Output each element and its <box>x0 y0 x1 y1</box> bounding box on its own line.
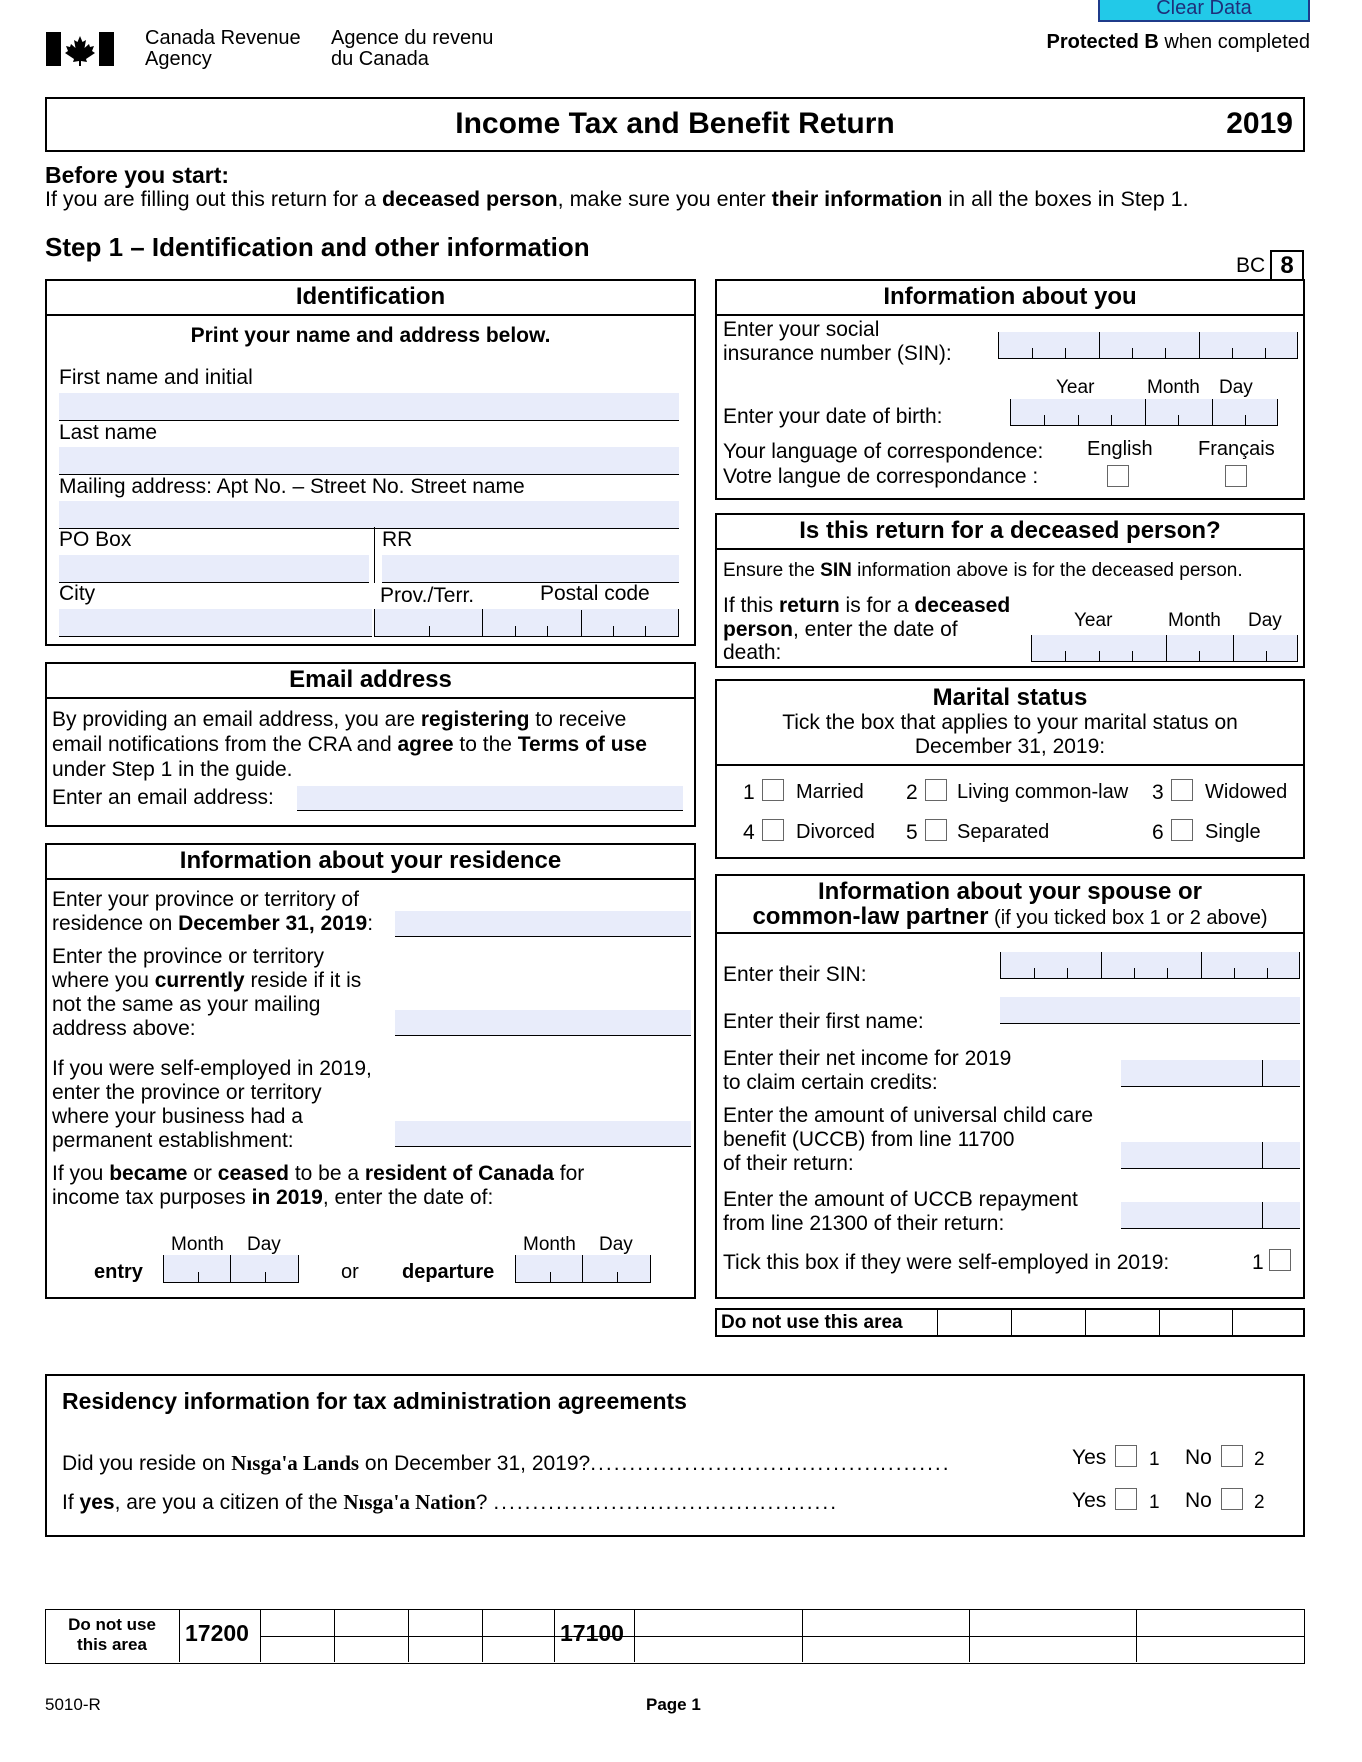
print-name-instruction: Print your name and address below. <box>190 324 551 347</box>
separated-label: Separated <box>957 821 1050 843</box>
about-you-title: Information about you <box>717 281 1303 316</box>
email-text-2: email notifications from the CRA and agree to the Terms of use <box>52 733 647 756</box>
spouse-net-income-label-2: to claim certain credits: <box>723 1071 938 1094</box>
nisgaa-lands-yes-checkbox[interactable] <box>1115 1445 1137 1467</box>
uccb-repayment-label-1: Enter the amount of UCCB repayment <box>723 1188 1078 1211</box>
residency-info-title: Residency information for tax administration agreements <box>62 1388 687 1414</box>
email-title: Email address <box>47 664 694 699</box>
do-not-use-area-bottom <box>45 1609 1305 1664</box>
prov-terr-label: Prov./Terr. <box>380 584 475 607</box>
email-text-1: By providing an email address, you are registering to receive <box>52 708 627 731</box>
uccb-label-3: of their return: <box>723 1152 854 1175</box>
about-you-section <box>715 279 1305 500</box>
code-17100: 17100 <box>560 1620 624 1646</box>
current-residence-input[interactable] <box>395 1010 691 1036</box>
residence-province-input[interactable] <box>395 911 691 937</box>
email-input-label: Enter an email address: <box>52 786 274 809</box>
marital-sub-2: December 31, 2019: <box>914 735 1106 758</box>
uccb-label-2: benefit (UCCB) from line 11700 <box>723 1128 1015 1151</box>
nisgaa-lands-no-num: 2 <box>1254 1449 1265 1470</box>
province-code: BC <box>1236 254 1266 277</box>
residence-q3-line1: If you were self-employed in 2019, <box>52 1057 372 1080</box>
rr-label: RR <box>382 528 413 551</box>
postal-code-label: Postal code <box>540 582 650 605</box>
death-year-label: Year <box>1074 610 1113 631</box>
spouse-sin-input[interactable] <box>1000 952 1300 979</box>
deceased-title: Is this return for a deceased person? <box>717 515 1303 550</box>
common-law-number: 2 <box>906 781 918 804</box>
spouse-net-income-input[interactable] <box>1121 1060 1300 1087</box>
entry-month-label: Month <box>171 1234 224 1255</box>
dob-input[interactable] <box>1010 399 1278 426</box>
spouse-net-income-label-1: Enter their net income for 2019 <box>723 1047 1012 1070</box>
nisgaa-citizen-yes-num: 1 <box>1149 1492 1160 1513</box>
entry-label: entry <box>94 1261 143 1283</box>
residence-q2-line4: address above: <box>52 1017 196 1040</box>
first-name-label: First name and initial <box>59 366 253 389</box>
or-label: or <box>341 1261 359 1283</box>
single-label: Single <box>1205 821 1261 843</box>
departure-month-label: Month <box>523 1234 576 1255</box>
francais-checkbox[interactable] <box>1225 465 1247 487</box>
married-number: 1 <box>743 781 755 804</box>
separated-number: 5 <box>906 821 918 844</box>
departure-day-label: Day <box>599 1234 633 1255</box>
identification-section <box>45 279 696 646</box>
common-law-label: Living common-law <box>957 781 1129 803</box>
entry-day-label: Day <box>247 1234 281 1255</box>
email-text-3: under Step 1 in the guide. <box>52 758 293 781</box>
uccb-input[interactable] <box>1121 1142 1300 1169</box>
residence-q2-line2: where you currently reside if it is <box>52 969 362 992</box>
residence-q4-line2: income tax purposes in 2019, enter the date of: <box>52 1186 494 1209</box>
mailing-address-label: Mailing address: Apt No. – Street No. Street name <box>59 475 525 498</box>
residence-q3-line3: where your business had a <box>52 1105 303 1128</box>
nisgaa-citizen-yes-label: Yes <box>1072 1489 1107 1512</box>
nisgaa-lands-question: Did you reside on Nısga'a Lands on December 31, 2019?.............................................. <box>62 1451 951 1475</box>
residence-q4-line1: If you became or ceased to be a resident of Canada for <box>52 1162 585 1185</box>
departure-day-input[interactable] <box>583 1255 651 1283</box>
death-month-label: Month <box>1168 610 1221 631</box>
residence-q3-line4: permanent establishment: <box>52 1129 294 1152</box>
postal-code-input[interactable] <box>483 609 679 637</box>
email-input[interactable] <box>297 786 683 811</box>
nisgaa-citizen-no-checkbox[interactable] <box>1221 1488 1243 1510</box>
uccb-label-1: Enter the amount of universal child care <box>723 1104 1094 1127</box>
nisgaa-lands-no-label: No <box>1185 1446 1212 1469</box>
nisgaa-lands-no-checkbox[interactable] <box>1221 1445 1243 1467</box>
departure-month-input[interactable] <box>515 1255 583 1283</box>
form-number: 5010-R <box>45 1695 101 1714</box>
do-not-use-area-right <box>715 1308 1305 1337</box>
clear-data-button[interactable]: Clear Data <box>1098 0 1310 22</box>
spouse-self-employed-checkbox[interactable] <box>1269 1249 1291 1271</box>
nisgaa-citizen-question: If yes, are you a citizen of the Nısga'a Nation? ............................................ <box>62 1490 839 1514</box>
residence-q2-line3: not the same as your mailing <box>52 993 321 1016</box>
sin-label-2: insurance number (SIN): <box>723 342 952 365</box>
english-checkbox[interactable] <box>1107 465 1129 487</box>
uccb-repayment-label-2: from line 21300 of their return: <box>723 1212 1005 1235</box>
spouse-title-1: Information about your spouse or <box>817 878 1202 905</box>
residence-q2-line1: Enter the province or territory <box>52 945 324 968</box>
residence-title: Information about your residence <box>47 845 694 880</box>
last-name-input[interactable] <box>59 447 679 475</box>
dob-day-label: Day <box>1219 377 1253 398</box>
death-day-label: Day <box>1248 610 1282 631</box>
single-number: 6 <box>1152 821 1164 844</box>
spouse-section <box>715 874 1305 1299</box>
residency-info-section <box>45 1374 1305 1537</box>
prov-terr-input[interactable] <box>374 609 483 637</box>
po-box-label: PO Box <box>59 528 132 551</box>
nisgaa-citizen-yes-checkbox[interactable] <box>1115 1488 1137 1510</box>
dob-year-label: Year <box>1056 377 1095 398</box>
nisgaa-citizen-no-label: No <box>1185 1489 1212 1512</box>
entry-day-input[interactable] <box>231 1255 299 1283</box>
residence-q1-line2: residence on December 31, 2019: <box>52 912 374 935</box>
mailing-address-input[interactable] <box>59 501 679 529</box>
francais-label: Français <box>1198 438 1275 460</box>
business-province-input[interactable] <box>395 1121 691 1147</box>
deceased-text-2: person, enter the date of <box>723 618 958 641</box>
nisgaa-citizen-no-num: 2 <box>1254 1492 1265 1513</box>
canada-flag-logo <box>46 32 114 66</box>
marital-section <box>715 679 1305 859</box>
spouse-sin-label: Enter their SIN: <box>723 963 867 986</box>
spouse-first-name-label: Enter their first name: <box>723 1010 924 1033</box>
protected-b-notice: Protected B when completed <box>1046 31 1310 53</box>
language-label-en: Your language of correspondence: <box>723 440 1044 463</box>
deceased-text-1: If this return is for a deceased <box>723 594 1011 617</box>
deceased-section <box>715 513 1305 668</box>
identification-title: Identification <box>47 281 694 316</box>
marital-sub-1: Tick the box that applies to your marital status on <box>782 711 1238 734</box>
separated-checkbox[interactable] <box>925 819 947 841</box>
spouse-self-employed-number: 1 <box>1252 1251 1264 1274</box>
divorced-checkbox[interactable] <box>762 819 784 841</box>
city-label: City <box>59 582 96 605</box>
english-label: English <box>1087 438 1153 460</box>
departure-label: departure <box>402 1261 495 1283</box>
email-section <box>45 662 696 827</box>
spouse-title-2: common-law partner (if you ticked box 1 or 2 above) <box>752 903 1268 930</box>
first-name-input[interactable] <box>59 393 679 421</box>
title-bar <box>45 97 1305 152</box>
widowed-number: 3 <box>1152 781 1164 804</box>
divorced-number: 4 <box>743 821 755 844</box>
do-not-use-label-bottom: Do not use this area <box>68 1615 156 1654</box>
sin-label-1: Enter your social <box>723 318 880 341</box>
uccb-repayment-input[interactable] <box>1121 1202 1300 1229</box>
page-number: Page 1 <box>646 1695 701 1714</box>
marital-title: Marital status <box>932 684 1088 711</box>
city-input[interactable] <box>59 609 372 637</box>
residence-section <box>45 843 696 1299</box>
common-law-checkbox[interactable] <box>925 779 947 801</box>
rr-input[interactable] <box>382 555 679 583</box>
deceased-sin-note: Ensure the SIN information above is for the deceased person. <box>723 560 1243 581</box>
step1-heading: Step 1 – Identification and other information <box>45 232 590 262</box>
agency-name-fr-2: du Canada <box>331 48 429 70</box>
code-17200: 17200 <box>185 1620 249 1646</box>
language-label-fr: Votre langue de correspondance : <box>723 465 1039 488</box>
divorced-label: Divorced <box>796 821 875 843</box>
entry-month-input[interactable] <box>163 1255 231 1283</box>
spouse-self-employed-label: Tick this box if they were self-employed in 2019: <box>723 1251 1170 1274</box>
do-not-use-label-right: Do not use this area <box>721 1312 903 1333</box>
before-start-heading: Before you start: <box>45 162 230 188</box>
deceased-text-3: death: <box>723 641 782 664</box>
nisgaa-lands-yes-label: Yes <box>1072 1446 1107 1469</box>
death-date-input[interactable] <box>1031 635 1298 662</box>
single-checkbox[interactable] <box>1171 819 1193 841</box>
sin-input[interactable] <box>998 332 1298 359</box>
dob-month-label: Month <box>1147 377 1200 398</box>
married-checkbox[interactable] <box>762 779 784 801</box>
spouse-first-name-input[interactable] <box>1000 997 1300 1024</box>
widowed-checkbox[interactable] <box>1171 779 1193 801</box>
residence-q3-line2: enter the province or territory <box>52 1081 322 1104</box>
agency-name-en-1: Canada Revenue <box>145 27 301 49</box>
agency-name-fr-1: Agence du revenu <box>331 27 494 49</box>
last-name-label: Last name <box>59 421 158 444</box>
nisgaa-lands-yes-num: 1 <box>1149 1449 1160 1470</box>
widowed-label: Widowed <box>1205 781 1288 803</box>
dob-label: Enter your date of birth: <box>723 405 943 428</box>
province-number-box: 8 <box>1270 250 1304 280</box>
before-start-text: If you are filling out this return for a deceased person, make sure you enter their information in all the boxes in Step 1. <box>45 187 1189 211</box>
agency-name-en-2: Agency <box>145 48 212 70</box>
married-label: Married <box>796 781 864 803</box>
po-box-input[interactable] <box>59 555 369 583</box>
tax-year: 2019 <box>1226 107 1293 140</box>
form-title: Income Tax and Benefit Return <box>455 107 895 140</box>
residence-q1-line1: Enter your province or territory of <box>52 888 359 911</box>
